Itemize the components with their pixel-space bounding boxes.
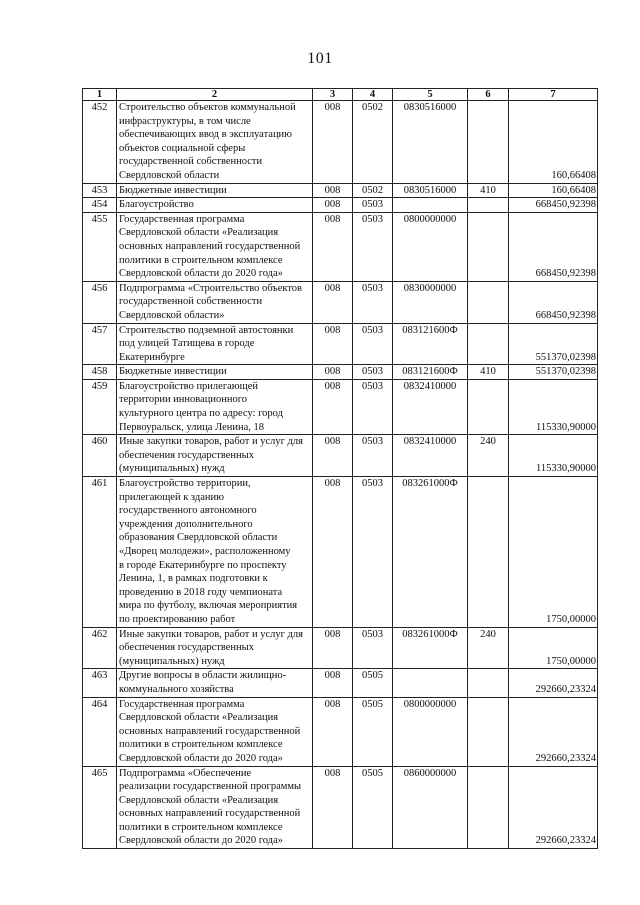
table-row	[83, 697, 598, 766]
row-col-4: 0503	[353, 477, 393, 628]
row-col-4: 0502	[353, 183, 393, 198]
row-name: Благоустройство прилегающей территории инновационного культурного центра по адресу: город Первоуральск, улица Ленина, 18	[117, 379, 313, 434]
row-number: 460	[83, 435, 117, 477]
table-row	[83, 435, 598, 477]
table-row	[83, 669, 598, 697]
row-col-6: 410	[468, 365, 509, 380]
row-col-4: 0503	[353, 198, 393, 213]
row-col-3: 008	[313, 365, 353, 380]
row-number: 458	[83, 365, 117, 380]
row-col-5: 0832410000	[393, 379, 468, 434]
row-col-3: 008	[313, 435, 353, 477]
table-row	[83, 183, 598, 198]
row-col-3: 008	[313, 198, 353, 213]
row-name: Бюджетные инвестиции	[117, 183, 313, 198]
table-body	[83, 101, 598, 849]
row-col-6	[468, 281, 509, 323]
row-number: 464	[83, 697, 117, 766]
row-col-5: 083121600Ф	[393, 323, 468, 365]
header-col-7: 7	[509, 89, 598, 101]
header-col-2: 2	[117, 89, 313, 101]
row-number: 461	[83, 477, 117, 628]
row-number: 459	[83, 379, 117, 434]
header-col-5: 5	[393, 89, 468, 101]
row-col-6	[468, 766, 509, 849]
header-row	[83, 89, 598, 101]
row-col-5: 0860000000	[393, 766, 468, 849]
table-row	[83, 198, 598, 213]
row-col-5: 0800000000	[393, 697, 468, 766]
row-number: 453	[83, 183, 117, 198]
row-number: 455	[83, 212, 117, 281]
row-col-3: 008	[313, 323, 353, 365]
row-number: 454	[83, 198, 117, 213]
row-amount: 160,66408	[509, 101, 598, 184]
row-col-5: 083261000Ф	[393, 477, 468, 628]
row-col-4: 0503	[353, 281, 393, 323]
row-col-6	[468, 323, 509, 365]
row-col-6	[468, 697, 509, 766]
row-col-6	[468, 212, 509, 281]
row-col-6	[468, 477, 509, 628]
table-row	[83, 212, 598, 281]
table-row	[83, 379, 598, 434]
row-col-5: 0832410000	[393, 435, 468, 477]
row-col-4: 0503	[353, 323, 393, 365]
table-row	[83, 766, 598, 849]
row-col-5: 083261000Ф	[393, 627, 468, 669]
row-col-5: 0800000000	[393, 212, 468, 281]
row-amount: 551370,02398	[509, 323, 598, 365]
row-col-6	[468, 101, 509, 184]
row-amount: 292660,23324	[509, 669, 598, 697]
row-col-3: 008	[313, 697, 353, 766]
header-col-1: 1	[83, 89, 117, 101]
row-col-6: 240	[468, 435, 509, 477]
row-col-6	[468, 669, 509, 697]
header-col-3: 3	[313, 89, 353, 101]
row-col-5: 0830516000	[393, 101, 468, 184]
row-name: Благоустройство территории, прилегающей к зданию государственного автономного учреждения дополнительного образования Свердловской области «Дворец молодежи», расположенному в городе Екатеринбурге по проспекту Ленина, 1, в рамках подготовки к проведению в 2018 году чемпионата мира по футболу, включая мероприятия по проектированию работ	[117, 477, 313, 628]
row-col-5	[393, 198, 468, 213]
page-number: 101	[307, 50, 333, 67]
row-amount: 115330,90000	[509, 379, 598, 434]
row-number: 457	[83, 323, 117, 365]
row-name: Иные закупки товаров, работ и услуг для обеспечения государственных (муниципальных) нужд	[117, 627, 313, 669]
row-number: 456	[83, 281, 117, 323]
row-number: 452	[83, 101, 117, 184]
row-col-4: 0503	[353, 212, 393, 281]
row-name: Другие вопросы в области жилищно- коммунального хозяйства	[117, 669, 313, 697]
row-col-6	[468, 198, 509, 213]
row-name: Иные закупки товаров, работ и услуг для обеспечения государственных (муниципальных) нужд	[117, 435, 313, 477]
row-col-3: 008	[313, 669, 353, 697]
row-col-4: 0503	[353, 627, 393, 669]
row-col-3: 008	[313, 477, 353, 628]
row-col-6: 410	[468, 183, 509, 198]
row-col-5: 0830000000	[393, 281, 468, 323]
row-amount: 1750,00000	[509, 477, 598, 628]
row-col-4: 0505	[353, 766, 393, 849]
row-name: Строительство объектов коммунальной инфраструктуры, в том числе обеспечивающих ввод в эксплуатацию объектов социальной сферы государственной собственности Свердловской области	[117, 101, 313, 184]
row-amount: 551370,02398	[509, 365, 598, 380]
row-col-3: 008	[313, 627, 353, 669]
row-number: 463	[83, 669, 117, 697]
table-row	[83, 627, 598, 669]
row-name: Государственная программа Свердловской области «Реализация основных направлений государственной политики в строительном комплексе Свердловской области до 2020 года»	[117, 697, 313, 766]
row-col-5	[393, 669, 468, 697]
header-col-6: 6	[468, 89, 509, 101]
row-name: Строительство подземной автостоянки под улицей Татищева в городе Екатеринбурге	[117, 323, 313, 365]
row-amount: 160,66408	[509, 183, 598, 198]
row-amount: 668450,92398	[509, 198, 598, 213]
row-col-4: 0503	[353, 365, 393, 380]
table-row	[83, 323, 598, 365]
row-number: 462	[83, 627, 117, 669]
row-col-4: 0502	[353, 101, 393, 184]
header-col-4: 4	[353, 89, 393, 101]
table-row	[83, 101, 598, 184]
row-name: Бюджетные инвестиции	[117, 365, 313, 380]
row-amount: 668450,92398	[509, 281, 598, 323]
row-name: Подпрограмма «Строительство объектов государственной собственности Свердловской области»	[117, 281, 313, 323]
row-col-4: 0503	[353, 435, 393, 477]
table-row	[83, 281, 598, 323]
row-col-4: 0505	[353, 697, 393, 766]
row-col-3: 008	[313, 212, 353, 281]
row-amount: 115330,90000	[509, 435, 598, 477]
table-row	[83, 365, 598, 380]
row-col-3: 008	[313, 183, 353, 198]
row-col-3: 008	[313, 101, 353, 184]
row-col-6: 240	[468, 627, 509, 669]
row-amount: 1750,00000	[509, 627, 598, 669]
row-number: 465	[83, 766, 117, 849]
table-header	[83, 89, 598, 101]
row-col-4: 0503	[353, 379, 393, 434]
row-col-4: 0505	[353, 669, 393, 697]
row-col-5: 083121600Ф	[393, 365, 468, 380]
row-name: Благоустройство	[117, 198, 313, 213]
row-col-3: 008	[313, 766, 353, 849]
budget-table	[82, 88, 598, 849]
row-amount: 668450,92398	[509, 212, 598, 281]
row-col-6	[468, 379, 509, 434]
row-col-3: 008	[313, 281, 353, 323]
row-amount: 292660,23324	[509, 697, 598, 766]
row-col-5: 0830516000	[393, 183, 468, 198]
row-name: Государственная программа Свердловской области «Реализация основных направлений государственной политики в строительном комплексе Свердловской области до 2020 года»	[117, 212, 313, 281]
table-row	[83, 477, 598, 628]
row-col-3: 008	[313, 379, 353, 434]
row-name: Подпрограмма «Обеспечение реализации государственной программы Свердловской области «Реализация основных направлений государственной политики в строительном комплексе Свердловской области до 2020 года»	[117, 766, 313, 849]
row-amount: 292660,23324	[509, 766, 598, 849]
